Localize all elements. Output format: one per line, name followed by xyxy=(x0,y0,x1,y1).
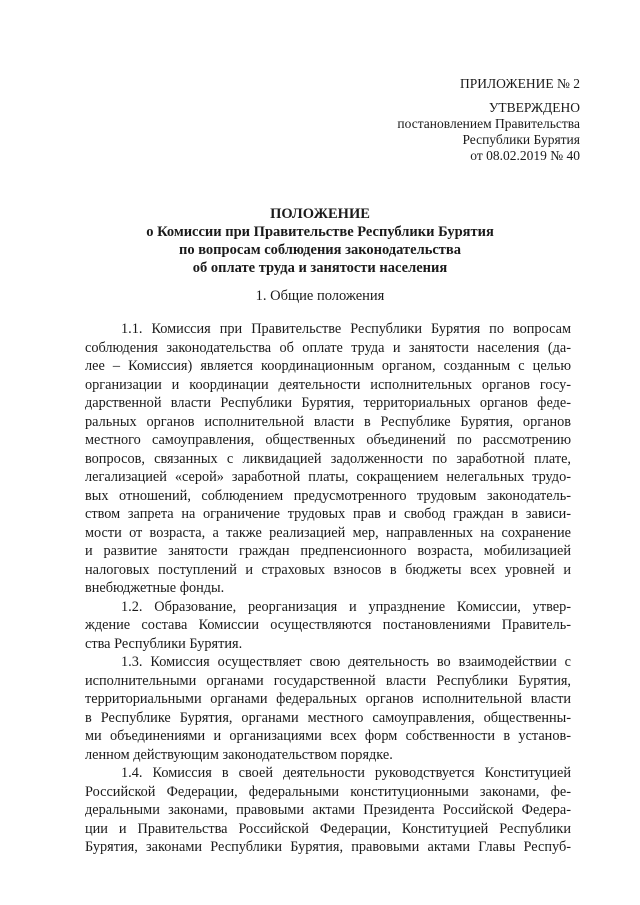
paragraph-line: вопросов, связанных с ликвидацией задолженности по заработной плате, xyxy=(85,450,571,467)
section-heading: 1. Общие положения xyxy=(255,288,385,304)
paragraph-line: ленном действующим законодательством порядке. xyxy=(85,746,393,763)
paragraph-line: ми объединениями и организациями всех форм собственности в установ- xyxy=(85,728,571,744)
paragraph-line: ждение состава Комиссии осуществляются постановлениями Правитель- xyxy=(85,617,571,633)
paragraph-line: 1.1. Комиссия при Правительстве Республики Бурятия по вопросам xyxy=(121,321,571,337)
paragraph xyxy=(85,764,571,857)
title-line-3: об оплате труда и занятости населения xyxy=(192,260,448,276)
paragraph-line: ства Республики Бурятия. xyxy=(85,635,243,652)
paragraph-line: и развитие занятости граждан предпенсионного возраста, мобилизацией xyxy=(85,543,571,559)
approval-line-3: от 08.02.2019 № 40 xyxy=(470,148,580,163)
paragraph xyxy=(85,598,571,654)
title-line-1: о Комиссии при Правительстве Республики Бурятия xyxy=(146,224,494,240)
paragraph-line: внебюджетные фонды. xyxy=(85,580,225,596)
approval-stamp xyxy=(397,100,580,164)
paragraph-line: 1.4. Комиссия в своей деятельности руководствуется Конституцией xyxy=(121,765,571,781)
paragraph-line: лее – Комиссия) является координационным органом, созданным с целью xyxy=(85,358,571,374)
paragraph-line: вых отношений, соблюдением предусмотренного трудовым законодатель- xyxy=(85,487,571,504)
paragraph-line: Бурятия, законами Республики Бурятия, правовыми актами Главы Респуб- xyxy=(85,839,571,855)
document-title xyxy=(60,205,580,277)
paragraph xyxy=(85,320,571,598)
paragraph-line: дарственной власти Республики Бурятия, территориальных органов феде- xyxy=(85,395,571,411)
body-text xyxy=(85,320,571,857)
paragraph-line: Российской Федерации, федеральными конституционными законами, фе- xyxy=(85,783,571,800)
paragraph-line: налоговых поступлений и страховых взносов в бюджеты всех уровней и xyxy=(85,561,571,578)
paragraph-line: соблюдения законодательства об оплате труда и занятости населения (да- xyxy=(85,339,571,356)
paragraph-line: территориальными органами федеральных органов исполнительной власти xyxy=(85,691,571,707)
paragraph-line: в Республике Бурятия, органами местного самоуправления, общественны- xyxy=(85,709,571,726)
title-line-2: по вопросам соблюдения законодательства xyxy=(178,242,462,258)
paragraph-line: ции и Правительства Российской Федерации, Конституцией Республики xyxy=(85,820,571,837)
paragraph-line: мости от возраста, а также реализацией мер, направленных на сохранение xyxy=(85,524,571,541)
paragraph-line: местного самоуправления, общественных объединений по рассмотрению xyxy=(85,432,571,448)
approval-heading: УТВЕРЖДЕНО xyxy=(488,100,580,115)
title-heading: ПОЛОЖЕНИЕ xyxy=(270,206,370,222)
appendix-label: ПРИЛОЖЕНИЕ № 2 xyxy=(459,76,580,91)
paragraph-line: исполнительными органами государственной власти Республики Бурятия, xyxy=(85,672,571,689)
approval-line-1: постановлением Правительства xyxy=(397,116,580,131)
paragraph-line: деральными законами, правовыми актами Президента Российской Федера- xyxy=(85,802,571,818)
paragraph-line: 1.2. Образование, реорганизация и упразднение Комиссии, утвер- xyxy=(121,598,571,615)
paragraph-line: организации и координации деятельности исполнительных органов госу- xyxy=(85,376,571,393)
paragraph xyxy=(85,653,571,764)
paragraph-line: ством запрета на ограничение трудовых прав и свобод граждан в зависи- xyxy=(85,506,571,522)
paragraph-line: ральных органов исполнительной власти в Республике Бурятия, органов xyxy=(85,413,571,430)
paragraph-line: легализацией «серой» заработной платы, сокращением нелегальных трудо- xyxy=(85,469,571,485)
paragraph-line: 1.3. Комиссия осуществляет свою деятельность во взаимодействии с xyxy=(121,654,571,670)
approval-line-2: Республики Бурятия xyxy=(462,132,580,147)
